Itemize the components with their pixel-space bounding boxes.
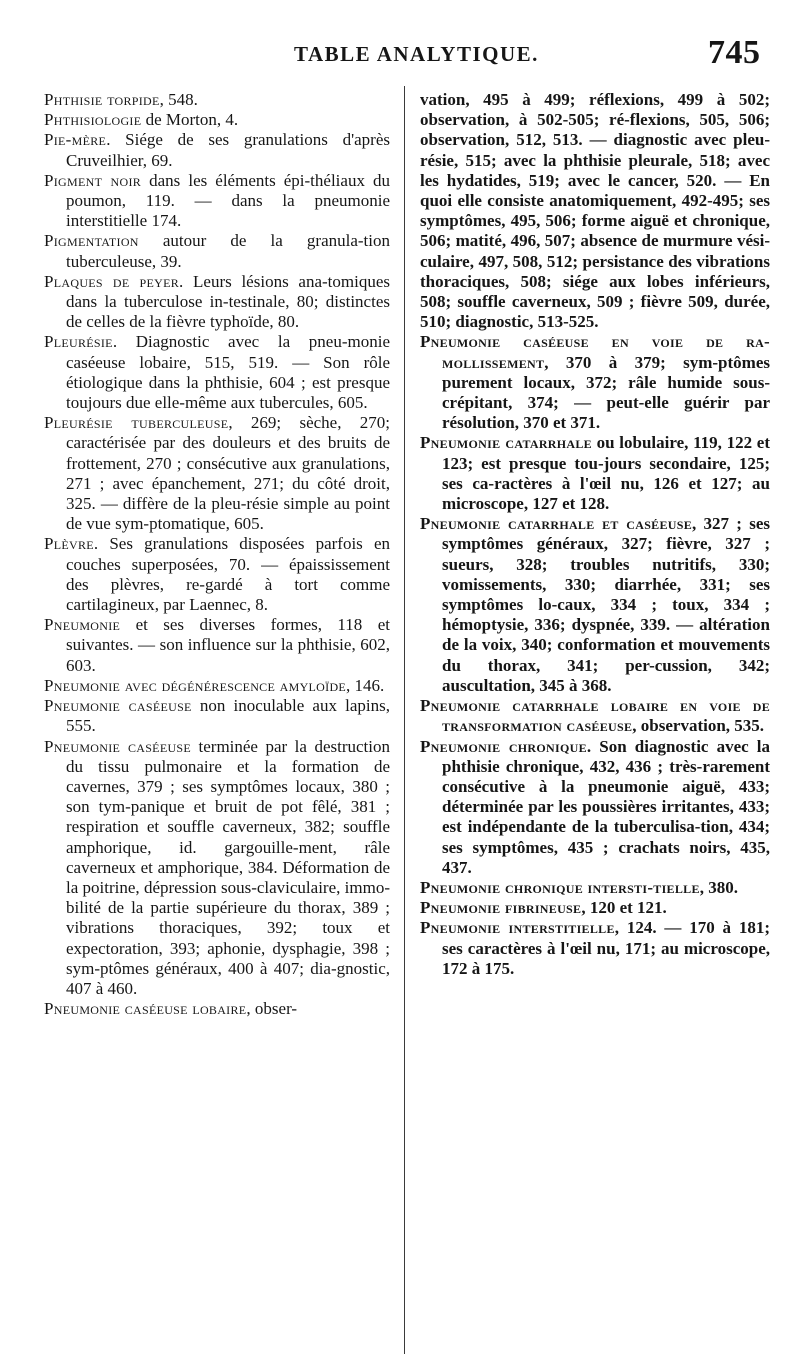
index-entry bbox=[44, 413, 390, 534]
entry-text: . Son diagnostic avec la phthisie chronique, 432, 436 ; très-rarement consécutive à la pneumonie aiguë, 433; déterminée par les poussières irritantes, 433; est indépendante de la tuberculisa-tion, 434; ses symptômes, 435 ; crachats noirs, 435, 437. bbox=[442, 736, 771, 877]
entry-headword: Pleurésie tuberculeuse bbox=[44, 413, 229, 433]
continued-entry-text: vation, 495 à 499; réflexions, 499 à 502; observation, à 502-505; ré-flexions, 505, 506; observation, 512, 513. — diagnostic avec pleu-résie, 515; avec la phthisie pleurale, 518; avec les hydatides, 519; avec le cancer, 520. — En quoi elle consiste anatomiquement, 492-495; ses symptômes, 495, 506; forme aiguë et chronique, 506; matité, 496, 507; absence de murmure vési-culaire, 497, 508, 512; persistance des vibrations thoraciques, 508; siége aux lobes inférieurs, 508; souffle caverneux, 509 ; fièvre 509, durée, 510; diagnostic, 513-525. bbox=[420, 90, 770, 332]
entry-text: . Leurs lésions ana-tomiques dans la tuberculose in-testinale, 80; distinctes de celles de la fièvre typhoïde, 80. bbox=[66, 271, 390, 332]
index-entry bbox=[44, 676, 390, 696]
entry-text: et ses diverses formes, 118 et suivantes. — son influence sur la phthisie, 602, 603. bbox=[66, 615, 390, 675]
index-entry bbox=[420, 878, 770, 898]
entry-headword: Pneumonie chronique bbox=[420, 736, 587, 756]
entry-headword: Pneumonie catarrhale lobaire en voie de transformation caséeuse bbox=[420, 696, 770, 736]
page-number: 745 bbox=[708, 34, 761, 71]
index-entry bbox=[44, 332, 390, 413]
index-entry bbox=[44, 999, 390, 1019]
entry-text: , 380. bbox=[699, 877, 739, 897]
index-entry bbox=[44, 615, 390, 676]
entry-headword: Pleurésie bbox=[44, 332, 113, 352]
entry-headword: Pigmentation bbox=[44, 231, 139, 251]
entry-text: , 146. bbox=[346, 675, 385, 695]
entry-text: . Diagnostic avec la pneu-monie caséeuse lobaire, 515, 519. — Son rôle étiologique dans la phthisie, 604 ; est presque toujours due elle-même aux tubercules, 605. bbox=[66, 332, 390, 413]
entry-headword: Pneumonie caséeuse en voie de ra-mollissement bbox=[420, 332, 770, 372]
entry-headword: Pneumonie caséeuse bbox=[44, 696, 192, 716]
index-entry bbox=[44, 130, 390, 170]
entry-text: non inoculable aux lapins, 555. bbox=[66, 696, 390, 736]
entry-text: dans les éléments épi-théliaux du poumon, 119. — dans la pneumonie interstitielle 174. bbox=[66, 170, 390, 231]
index-entry bbox=[420, 696, 770, 736]
index-entry bbox=[420, 514, 770, 696]
index-entry bbox=[44, 231, 390, 271]
entry-headword: Pneumonie interstitielle bbox=[420, 918, 615, 938]
index-entry bbox=[420, 332, 770, 433]
entry-headword: Pneumonie catarrhale et caséeuse bbox=[420, 514, 693, 534]
entry-text: de Morton, 4. bbox=[141, 110, 239, 130]
entry-text: , 370 à 379; sym-ptômes purement locaux, 372; râle humide sous-crépitant, 374; — peut-elle guérir par résolution, 370 et 371. bbox=[442, 352, 770, 433]
entry-headword: Plaques de peyer bbox=[44, 271, 180, 291]
entry-text: autour de la granula-tion tuberculeuse, 39. bbox=[66, 231, 390, 271]
index-entry bbox=[44, 737, 390, 1000]
column-divider bbox=[404, 86, 405, 1354]
index-entry bbox=[44, 171, 390, 232]
index-entry bbox=[420, 918, 770, 979]
left-column bbox=[44, 90, 390, 1019]
entry-headword: Pneumonie caséeuse lobaire bbox=[44, 999, 247, 1019]
entry-text: , 124. — 170 à 181; ses caractères à l'œil nu, 171; au microscope, 172 à 175. bbox=[442, 918, 770, 978]
entry-headword: Pneumonie chronique intersti-tielle bbox=[420, 877, 700, 897]
entry-headword: Pneumonie caséeuse bbox=[44, 736, 192, 756]
entry-headword: Plèvre bbox=[44, 534, 94, 554]
entry-text: , 327 ; ses symptômes généraux, 327; fièvre, 327 ; sueurs, 328; troubles nutritifs, 330; vomissements, 330; diarrhée, 331; ses symptômes lo-caux, 334 ; toux, 334 ; hémoptysie, 336; dyspnée, 339. — altération de la voix, 340; conformation et mouvements du thorax, 341; per-cussion, 342; auscultation, 345 à 368. bbox=[442, 514, 770, 695]
running-title: TABLE ANALYTIQUE. bbox=[294, 42, 539, 66]
entry-text: , 269; sèche, 270; caractérisée par des douleurs et des bruits de frottement, 270 ; consécutive aux granulations, 271 ; avec épanchement, 271; du côté droit, 325. — diffère de la pleu-résie simple au point de vue sym-ptomatique, 605. bbox=[66, 413, 390, 534]
index-entry bbox=[420, 898, 770, 918]
entry-text: terminée par la destruction du tissu pulmonaire et la formation de cavernes, 379 ; ses symptômes locaux, 380 ; son tym-panique et bruit de pot fêlé, 381 ; respiration et souffle caverneux, 382; souffle amphorique, id. gargouille-ment, râle caverneux et amphorique, 384. Déformation de la poitrine, dépression sous-claviculaire, immo-bilité de la partie supérieure du thorax, 389 ; vibrations thoraciques, 392; toux et expectoration, 393; aphonie, dysphagie, 398 ; sym-ptômes généraux, 400 à 407; dia-gnostic, 407 à 460. bbox=[66, 736, 390, 998]
index-entry bbox=[44, 534, 390, 615]
entry-headword: Pie-mère bbox=[44, 130, 107, 150]
entry-headword: Pneumonie avec dégénérescence amyloïde bbox=[44, 675, 347, 695]
index-entry bbox=[44, 272, 390, 333]
entry-text: . Ses granulations disposées parfois en couches superposées, 70. — épaississement des plèvres, re-gardé à tort comme cartilagineux, par Laennec, 8. bbox=[66, 534, 390, 615]
entry-headword: Pneumonie catarrhale bbox=[420, 433, 592, 453]
entry-text: ou lobulaire, 119, 122 et 123; est presque tou-jours secondaire, 125; ses ca-ractères à l'œil nu, 126 et 127; au microscope, 127 et 128. bbox=[442, 433, 770, 514]
index-entry bbox=[44, 696, 390, 736]
right-column bbox=[420, 90, 770, 979]
page-header bbox=[0, 34, 800, 84]
index-entry bbox=[420, 737, 770, 878]
index-entry bbox=[420, 433, 770, 514]
entry-headword: Pneumonie fibrineuse bbox=[420, 898, 582, 918]
entry-text: , 548. bbox=[159, 90, 198, 109]
entry-headword: Pneumonie bbox=[44, 615, 121, 635]
entry-text: . Siége de ses granulations d'après Cruveilhier, 69. bbox=[66, 130, 390, 170]
entry-text: , obser- bbox=[246, 999, 298, 1019]
entry-text: , 120 et 121. bbox=[581, 898, 667, 918]
entry-headword: Phthisie torpide bbox=[44, 90, 160, 109]
entry-text: , observation, 535. bbox=[632, 716, 765, 736]
entry-headword: Pigment noir bbox=[44, 170, 142, 190]
entry-headword: Phthisiologie bbox=[44, 110, 142, 130]
index-entry bbox=[44, 110, 390, 130]
index-entry bbox=[44, 90, 390, 110]
